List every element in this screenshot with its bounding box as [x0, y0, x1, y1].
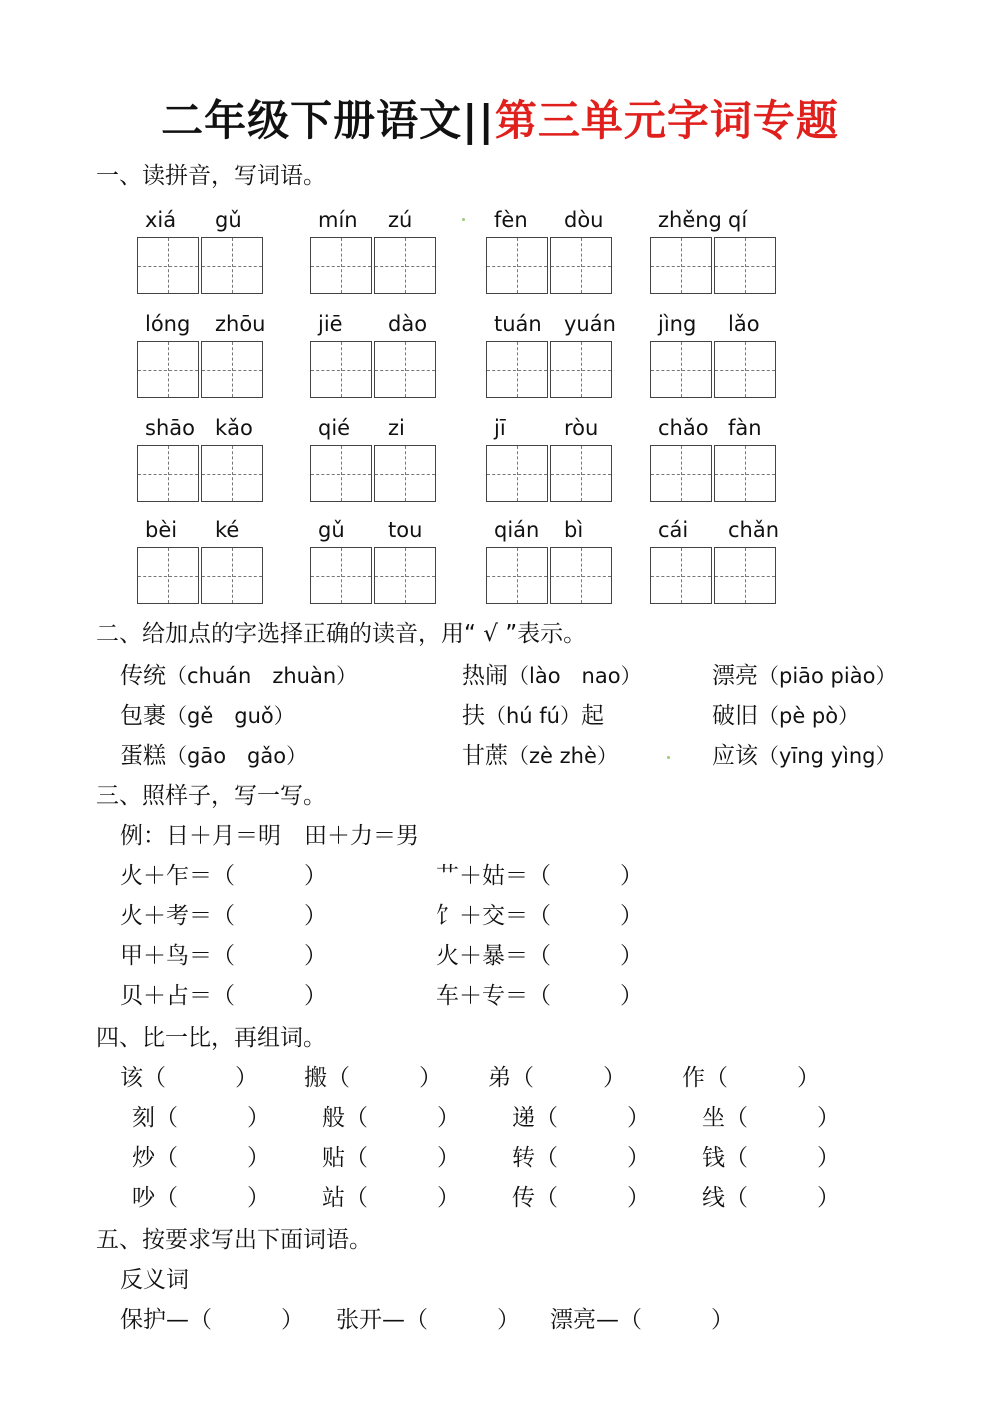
antonym-label: 反义词 — [120, 1267, 189, 1293]
tian-grid-box — [550, 341, 612, 398]
compare-item: 贴（ ） — [322, 1145, 460, 1171]
pronunciation-item — [120, 660, 357, 692]
tian-grid-box — [650, 445, 712, 502]
pinyin-label: mín — [318, 208, 358, 232]
tian-grid-box — [714, 237, 776, 294]
compare-item: 刻（ ） — [132, 1105, 270, 1131]
tian-grid-box — [374, 237, 436, 294]
pinyin-label: fèn — [494, 208, 528, 232]
tian-grid-box — [650, 237, 712, 294]
compare-item: 作（ ） — [682, 1065, 820, 1091]
pronunciation-item — [462, 700, 604, 732]
compose-item: 火＋考＝（ ） — [120, 903, 327, 929]
tian-grid-box — [714, 547, 776, 604]
pinyin-label: dào — [388, 312, 428, 336]
word: 传统 — [120, 663, 166, 689]
antonym-item: 保护—（ ） — [120, 1307, 304, 1333]
tian-grid-box — [550, 237, 612, 294]
pinyin-options[interactable]: （zè zhè） — [508, 744, 618, 768]
pinyin-options[interactable]: （gě guǒ） — [166, 704, 295, 728]
tian-grid-box — [201, 341, 263, 398]
pinyin-label: qián — [494, 518, 540, 542]
pinyin-label: jìng — [658, 312, 697, 336]
pinyin-options[interactable]: （piāo piào） — [758, 664, 897, 688]
title-main: 二年级下册语文|| — [161, 96, 495, 145]
pinyin-label: tuán — [494, 312, 542, 336]
pinyin-options[interactable]: （gāo gǎo） — [166, 744, 308, 768]
word: 甘蔗 — [462, 743, 508, 769]
pronunciation-item — [712, 700, 859, 732]
pinyin-label: ròu — [564, 416, 599, 440]
pinyin-label: cái — [658, 518, 689, 542]
pinyin-label: lǎo — [728, 312, 760, 336]
compose-item: 贝＋占＝（ ） — [120, 983, 327, 1009]
tian-grid-box — [374, 547, 436, 604]
word: 应该 — [712, 743, 758, 769]
tian-grid-box — [486, 547, 548, 604]
pinyin-label: tou — [388, 518, 423, 542]
speck — [462, 218, 465, 221]
pinyin-label: qí — [728, 208, 748, 232]
compare-item: 弟（ ） — [488, 1065, 626, 1091]
example-line: 例：日＋月＝明 田＋力＝男 — [120, 823, 419, 849]
word: 漂亮 — [712, 663, 758, 689]
pinyin-label: zhōu — [215, 312, 266, 336]
pinyin-label: zú — [388, 208, 413, 232]
pronunciation-item — [120, 740, 307, 772]
tian-grid-box — [137, 547, 199, 604]
compare-item: 传（ ） — [512, 1185, 650, 1211]
tian-grid-box — [714, 445, 776, 502]
compare-item: 该（ ） — [120, 1065, 258, 1091]
pinyin-label: zhěng — [658, 208, 722, 232]
compare-item: 递（ ） — [512, 1105, 650, 1131]
antonym-item: 张开—（ ） — [336, 1307, 520, 1333]
pronunciation-item — [712, 660, 896, 692]
compose-item: 火＋乍＝（ ） — [120, 863, 327, 889]
pinyin-label: bì — [564, 518, 584, 542]
compose-item: 车＋专＝（ ） — [436, 983, 643, 1009]
section-5-heading: 五、按要求写出下面词语。 — [96, 1227, 372, 1253]
section-4-heading: 四、比一比，再组词。 — [96, 1025, 326, 1051]
pinyin-label: bèi — [145, 518, 178, 542]
compare-item: 钱（ ） — [702, 1145, 840, 1171]
compare-item: 转（ ） — [512, 1145, 650, 1171]
pinyin-label: yuán — [564, 312, 616, 336]
tian-grid-box — [310, 547, 372, 604]
tian-grid-box — [486, 445, 548, 502]
pinyin-label: gǔ — [318, 518, 345, 542]
compare-item: 搬（ ） — [304, 1065, 442, 1091]
title-highlight: 第三单元字词专题 — [494, 96, 839, 145]
section-2-heading: 二、给加点的字选择正确的读音，用“ √ ”表示。 — [96, 621, 587, 647]
pinyin-options[interactable]: （chuán zhuàn） — [166, 664, 358, 688]
speck — [667, 756, 670, 759]
word: 扶 — [462, 703, 485, 729]
compare-item: 线（ ） — [702, 1185, 840, 1211]
pinyin-label: fàn — [728, 416, 762, 440]
tian-grid-box — [650, 547, 712, 604]
tian-grid-box — [137, 341, 199, 398]
word: 破旧 — [712, 703, 758, 729]
pinyin-label: lóng — [145, 312, 191, 336]
compose-item: 饣＋交＝（ ） — [436, 903, 643, 929]
tian-grid-box — [310, 445, 372, 502]
compose-item: 火＋暴＝（ ） — [436, 943, 643, 969]
tian-grid-box — [201, 547, 263, 604]
compose-item: 艹＋姑＝（ ） — [436, 863, 643, 889]
compare-item: 坐（ ） — [702, 1105, 840, 1131]
word: 热闹 — [462, 663, 508, 689]
pinyin-label: dòu — [564, 208, 604, 232]
tian-grid-box — [650, 341, 712, 398]
pronunciation-item — [462, 740, 618, 772]
pinyin-label: zi — [388, 416, 405, 440]
pinyin-label: shāo — [145, 416, 195, 440]
antonym-item: 漂亮—（ ） — [550, 1307, 734, 1333]
tian-grid-box — [310, 237, 372, 294]
tian-grid-box — [137, 445, 199, 502]
pinyin-label: xiá — [145, 208, 177, 232]
page-title — [0, 88, 1000, 148]
tian-grid-box — [486, 341, 548, 398]
compare-item: 吵（ ） — [132, 1185, 270, 1211]
compose-item: 甲＋鸟＝（ ） — [120, 943, 327, 969]
section-1-heading: 一、读拼音，写词语。 — [96, 163, 326, 189]
pronunciation-item — [462, 660, 642, 692]
pinyin-label: chǎn — [728, 518, 780, 542]
tian-grid-box — [714, 341, 776, 398]
tian-grid-box — [201, 445, 263, 502]
tian-grid-box — [137, 237, 199, 294]
compare-item: 般（ ） — [322, 1105, 460, 1131]
tian-grid-box — [486, 237, 548, 294]
pronunciation-item — [120, 700, 295, 732]
pinyin-label: qié — [318, 416, 351, 440]
pinyin-options[interactable]: （hú fú） — [485, 704, 581, 728]
tian-grid-box — [550, 547, 612, 604]
section-3-heading: 三、照样子，写一写。 — [96, 783, 326, 809]
pinyin-label: jiē — [318, 312, 343, 336]
pronunciation-item — [712, 740, 896, 772]
pinyin-label: chǎo — [658, 416, 709, 440]
pinyin-options[interactable]: （pè pò） — [758, 704, 860, 728]
word: 蛋糕 — [120, 743, 166, 769]
compare-item: 炒（ ） — [132, 1145, 270, 1171]
pinyin-options[interactable]: （lào nao） — [508, 664, 642, 688]
compare-item: 站（ ） — [322, 1185, 460, 1211]
tian-grid-box — [201, 237, 263, 294]
word-tail: 起 — [581, 703, 604, 729]
pinyin-options[interactable]: （yīng yìng） — [758, 744, 897, 768]
tian-grid-box — [374, 445, 436, 502]
word: 包裹 — [120, 703, 166, 729]
pinyin-label: kǎo — [215, 416, 253, 440]
tian-grid-box — [310, 341, 372, 398]
tian-grid-box — [374, 341, 436, 398]
pinyin-label: ké — [215, 518, 240, 542]
tian-grid-box — [550, 445, 612, 502]
pinyin-label: jī — [494, 416, 506, 440]
pinyin-label: gǔ — [215, 208, 242, 232]
